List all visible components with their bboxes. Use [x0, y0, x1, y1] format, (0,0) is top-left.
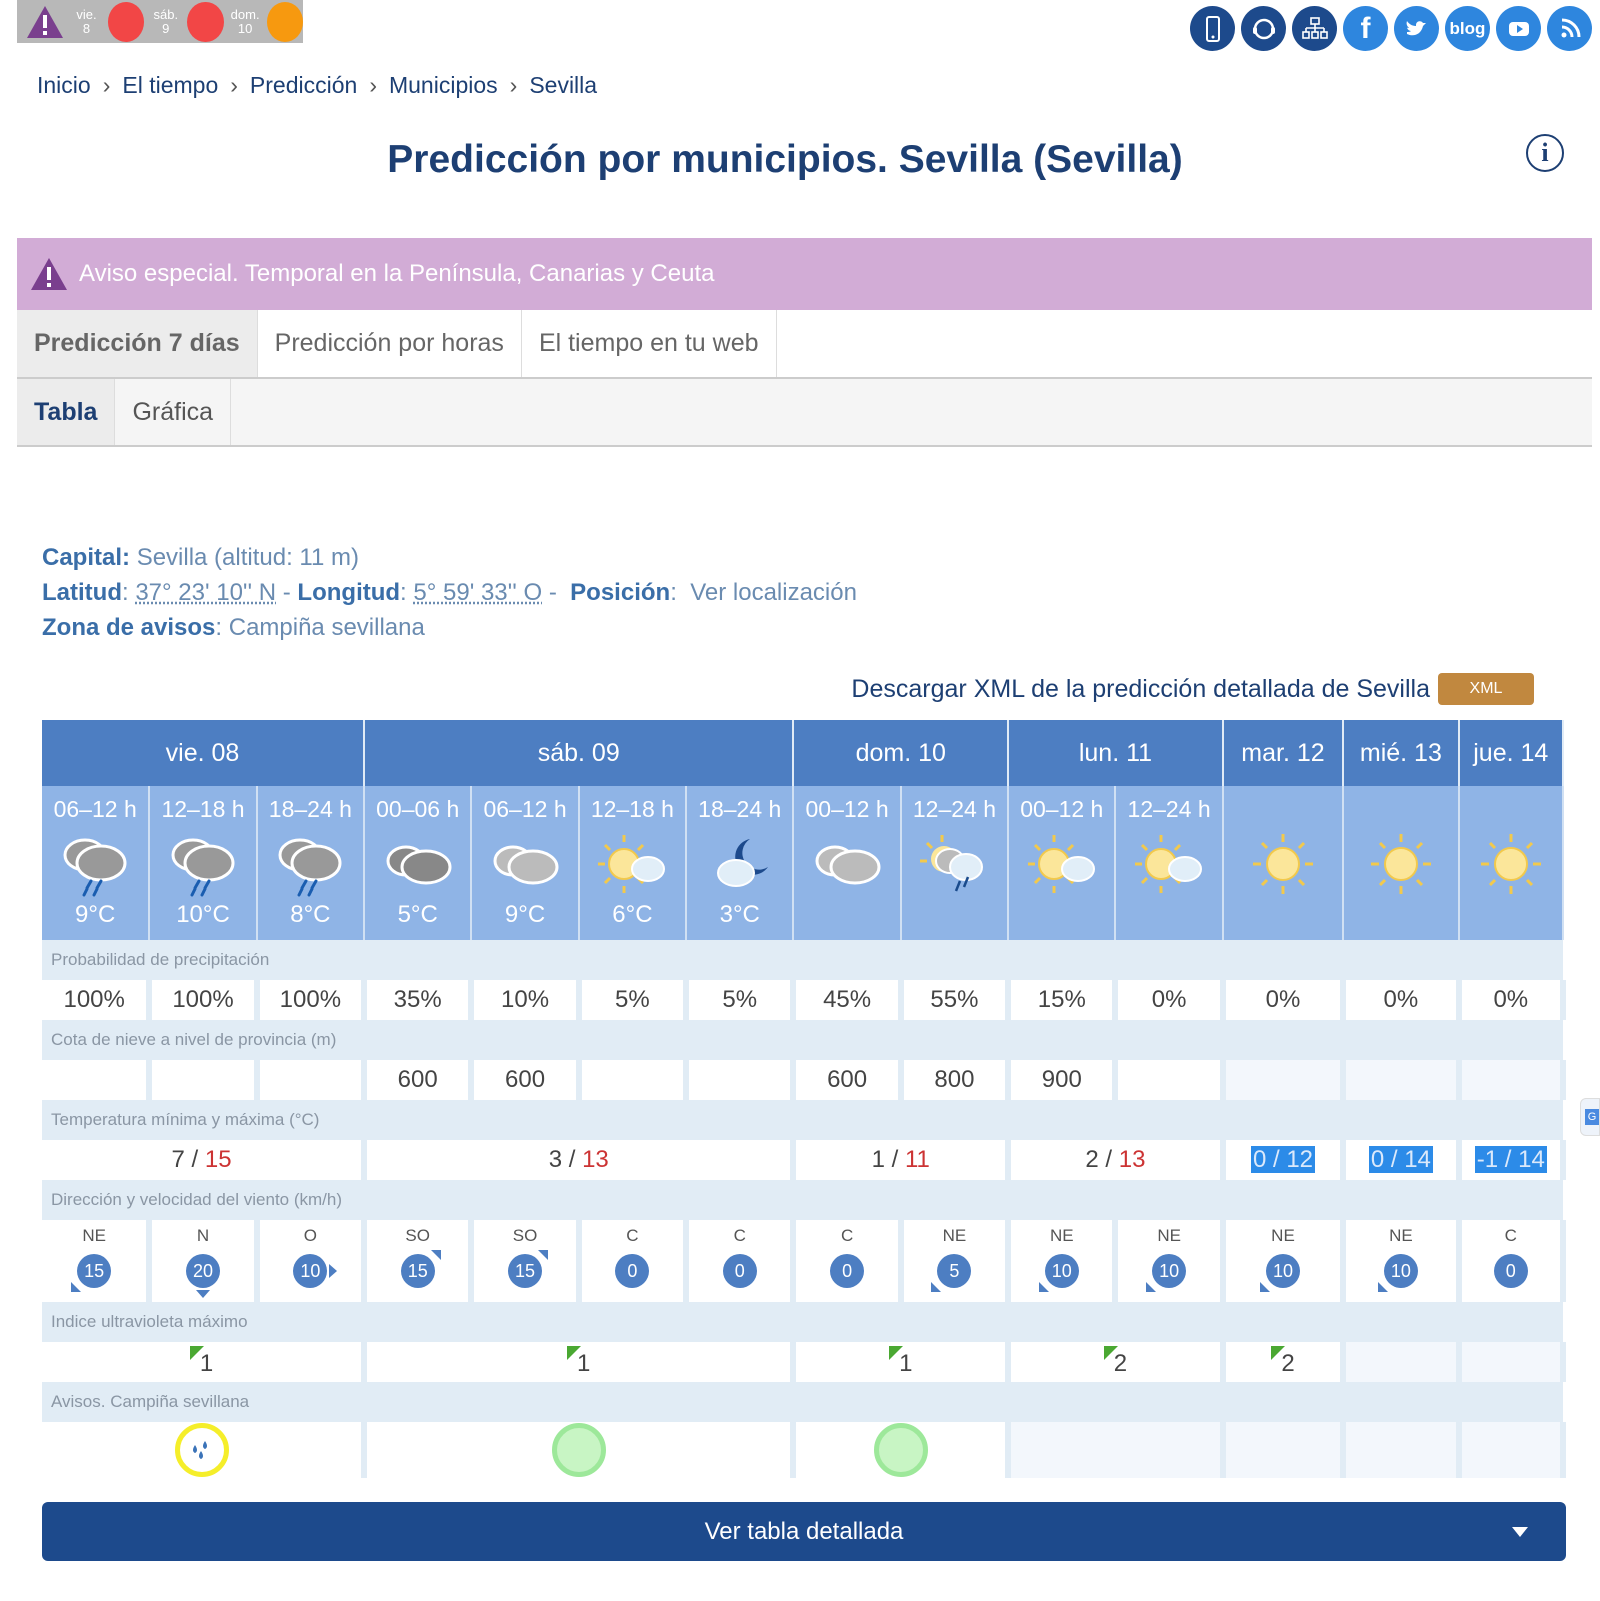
- wind-cell: [471, 1220, 578, 1302]
- wind-speed-badge: [615, 1254, 649, 1288]
- period-cell: [42, 786, 149, 940]
- sun-cloud-weather-icon: [580, 826, 685, 901]
- xml-download-text[interactable]: Descargar XML de la predicción detallada de Sevilla: [851, 674, 1430, 703]
- period-cell: [1115, 786, 1222, 940]
- wind-speed: 10: [1272, 1261, 1293, 1281]
- wind-direction: O: [303, 1226, 317, 1245]
- temp-range: [1251, 1146, 1315, 1173]
- precip-cell: 100%: [257, 980, 364, 1020]
- day-header: jue. 14: [1459, 720, 1563, 786]
- wind-arrow-icon: [1260, 1282, 1270, 1292]
- period-temp: 8°C: [290, 901, 331, 928]
- wind-speed-badge: [1494, 1254, 1528, 1288]
- wind-direction: NE: [1271, 1226, 1295, 1245]
- day-header: mar. 12: [1223, 720, 1343, 786]
- wind-speed: 10: [1051, 1261, 1072, 1281]
- precip-cell: 100%: [42, 980, 149, 1020]
- cloudy-weather-icon: [472, 826, 577, 901]
- wind-speed: 0: [1505, 1261, 1516, 1281]
- wind-arrow-icon: [431, 1250, 441, 1260]
- wind-arrow-icon: [1146, 1282, 1156, 1292]
- wind-speed: 5: [949, 1261, 960, 1281]
- uv-flag-icon: [190, 1346, 204, 1360]
- wind-cell: [1459, 1220, 1563, 1302]
- rss-icon[interactable]: [1547, 6, 1592, 51]
- wind-speed: 20: [193, 1261, 214, 1281]
- temp-min: 0: [1370, 1146, 1385, 1173]
- warning-level-red-icon: [108, 2, 144, 42]
- period-cell: [793, 786, 900, 940]
- avisos-label: Avisos. Campiña sevillana: [42, 1382, 1563, 1422]
- warning-day-sat: sáb. 9: [153, 6, 179, 36]
- temp-separator: /: [562, 1146, 583, 1173]
- view-tabs: [17, 379, 1592, 447]
- wind-arrow-icon: [1039, 1282, 1049, 1292]
- period-label: [1460, 796, 1562, 826]
- temp-range-cell: [1459, 1140, 1563, 1180]
- uv-index: [190, 1346, 213, 1378]
- warning-triangle-icon: [29, 256, 69, 292]
- wind-arrow-icon: [329, 1264, 337, 1278]
- period-label: 18–24 h: [698, 796, 782, 822]
- wind-cell: [42, 1220, 149, 1302]
- row-label: [42, 1382, 1563, 1422]
- wind-speed: 15: [407, 1261, 428, 1281]
- special-notice-text: Aviso especial. Temporal en la Península, Canarias y Ceuta: [79, 260, 715, 287]
- uv-cell: [793, 1342, 1008, 1382]
- uv-value: 1: [199, 1350, 214, 1377]
- precip-cell: 55%: [901, 980, 1008, 1020]
- wind-speed-badge: [830, 1254, 864, 1288]
- wind-speed-badge: [1266, 1254, 1300, 1288]
- uv-cell: [364, 1342, 793, 1382]
- wind-cell: [579, 1220, 686, 1302]
- uv-flag-icon: [1271, 1346, 1285, 1360]
- temp-separator: /: [884, 1146, 905, 1173]
- wind-direction: C: [626, 1226, 639, 1245]
- uv-index: [889, 1346, 912, 1378]
- uv-cell: [1008, 1342, 1223, 1382]
- uv-flag-icon: [567, 1346, 581, 1360]
- wind-direction: C: [733, 1226, 746, 1245]
- uv-value: 1: [577, 1350, 591, 1377]
- precip-cell: 45%: [793, 980, 900, 1020]
- breadcrumb-sevilla: Sevilla: [529, 72, 598, 98]
- day-header-row: [42, 720, 1563, 786]
- precip-cell: 15%: [1008, 980, 1115, 1020]
- moon-cloud-weather-icon: [687, 826, 792, 901]
- wind-speed-badge: [508, 1254, 542, 1288]
- wind-direction: SO: [405, 1226, 430, 1245]
- wind-speed: 15: [515, 1261, 536, 1281]
- precip-cell: 100%: [149, 980, 256, 1020]
- uv-index: [1104, 1346, 1127, 1378]
- wind-direction: NE: [1389, 1226, 1413, 1245]
- latitude-label: Latitud: [42, 579, 122, 606]
- period-cell: [1459, 786, 1563, 940]
- snow-label: Cota de nieve a nivel de provincia (m): [42, 1020, 1563, 1060]
- wind-direction: N: [196, 1226, 210, 1245]
- temp-range: [1085, 1146, 1145, 1173]
- wind-cell: [793, 1220, 900, 1302]
- uv-value: 1: [899, 1350, 913, 1377]
- wind-speed-badge: [937, 1254, 971, 1288]
- wind-direction: C: [840, 1226, 854, 1245]
- wind-direction: NE: [1049, 1226, 1074, 1245]
- breadcrumb-el-tiempo[interactable]: El tiempo: [122, 72, 219, 98]
- wind-speed: 10: [1390, 1261, 1411, 1281]
- warning-level-red-icon: [187, 2, 223, 42]
- uv-index: [1271, 1346, 1294, 1378]
- uv-value: 2: [1281, 1350, 1295, 1377]
- aviso-cell[interactable]: [42, 1422, 364, 1478]
- warning-day-fri: vie. 8: [76, 6, 97, 36]
- wind-speed-badge: [1384, 1254, 1418, 1288]
- tab-tabla[interactable]: Tabla: [17, 379, 115, 445]
- period-label: [1344, 796, 1457, 826]
- warning-triangle-icon: [25, 4, 65, 40]
- snow-cell: [1459, 1060, 1563, 1100]
- wind-cell: [364, 1220, 471, 1302]
- temp-separator: /: [1098, 1146, 1119, 1173]
- period-cell: [901, 786, 1008, 940]
- snow-cell: 900: [1008, 1060, 1115, 1100]
- day-header: mié. 13: [1343, 720, 1458, 786]
- wind-cell: [1008, 1220, 1115, 1302]
- precip-cell: 0%: [1343, 980, 1458, 1020]
- precip-cell: 0%: [1115, 980, 1222, 1020]
- wind-cell: [686, 1220, 793, 1302]
- uv-flag-icon: [1104, 1346, 1118, 1360]
- warning-summary-bar[interactable]: [17, 0, 303, 43]
- detail-button-label: Ver tabla detallada: [704, 1517, 904, 1545]
- headset-icon[interactable]: [1241, 6, 1286, 51]
- wind-arrow-icon: [1378, 1282, 1388, 1292]
- period-row: [42, 786, 1563, 940]
- wind-cell: [901, 1220, 1008, 1302]
- snow-cell: [1115, 1060, 1222, 1100]
- wind-speed: 15: [84, 1261, 105, 1281]
- breadcrumb: [37, 72, 597, 99]
- sun-cloud-weather-icon: [1009, 826, 1114, 901]
- rain-weather-icon: [150, 826, 255, 901]
- ver-tabla-detallada-button[interactable]: [42, 1502, 1566, 1561]
- temp-range: [1475, 1146, 1547, 1173]
- xml-download: [851, 673, 1534, 705]
- wind-speed-badge: [1045, 1254, 1079, 1288]
- snow-cell: [686, 1060, 793, 1100]
- warning-level-orange-icon: [267, 2, 303, 42]
- info-icon[interactable]: i: [1526, 134, 1564, 172]
- temp-range-cell: [1223, 1140, 1343, 1180]
- uv-label: Indice ultravioleta máximo: [42, 1302, 1563, 1342]
- wind-arrow-icon: [931, 1282, 941, 1292]
- snow-cell: [1223, 1060, 1343, 1100]
- uv-cell: [42, 1342, 364, 1382]
- period-cell: [257, 786, 364, 940]
- youtube-icon[interactable]: [1496, 6, 1541, 51]
- wind-direction: C: [1504, 1226, 1517, 1245]
- wind-speed-badge: [77, 1254, 111, 1288]
- wind-cell: [149, 1220, 256, 1302]
- precip-cell: 10%: [471, 980, 578, 1020]
- temp-label: Temperatura mínima y máxima (°C): [42, 1100, 1563, 1140]
- period-temp: 9°C: [504, 901, 546, 928]
- period-label: 00–12 h: [805, 796, 889, 822]
- wind-speed-badge: [401, 1254, 435, 1288]
- wind-arrow-icon: [538, 1250, 548, 1260]
- temp-separator: /: [1498, 1146, 1519, 1173]
- position-label: Posición: [570, 579, 671, 606]
- temp-range: [872, 1146, 930, 1173]
- uv-value: 2: [1113, 1350, 1128, 1377]
- wind-direction: NE: [1157, 1226, 1181, 1245]
- temp-separator: /: [184, 1146, 205, 1173]
- breadcrumb-separator: ›: [102, 72, 111, 98]
- period-temp: 10°C: [176, 901, 230, 928]
- period-cell: [686, 786, 793, 940]
- wind-arrow-icon: [71, 1282, 81, 1292]
- blog-icon[interactable]: blog: [1445, 6, 1490, 51]
- wind-direction: SO: [512, 1226, 538, 1245]
- location-info: Capital: Sevilla (altitud: 11 m) Latitud: 37° 23' 10'' N - Longitud: 5° 59' 33'' O - Posición: Ver localización Zona de avisos: Campiña sevillana: [42, 544, 857, 641]
- temp-range: [1369, 1146, 1433, 1173]
- rain-warning-yellow-icon[interactable]: [175, 1423, 229, 1477]
- no-warning-green-icon[interactable]: [874, 1423, 928, 1477]
- wind-speed: 0: [842, 1261, 853, 1281]
- uv-flag-icon: [889, 1346, 903, 1360]
- no-warning-green-icon[interactable]: [552, 1423, 606, 1477]
- temp-min: 3: [548, 1146, 563, 1173]
- uv-cell: [1223, 1342, 1343, 1382]
- temp-range-cell: [1008, 1140, 1223, 1180]
- precip-cell: 5%: [579, 980, 686, 1020]
- tab-grafica[interactable]: Gráfica: [115, 379, 231, 445]
- breadcrumb-prediccion[interactable]: Predicción: [249, 72, 358, 98]
- uv-row: [42, 1342, 1563, 1382]
- aviso-cell: [1459, 1422, 1563, 1478]
- precip-label: Probabilidad de precipitación: [42, 940, 1563, 980]
- wind-speed-badge: [293, 1254, 327, 1288]
- row-label: [42, 1100, 1563, 1140]
- social-links: [1190, 6, 1592, 51]
- row-label: [42, 1180, 1563, 1220]
- temp-max: 11: [904, 1146, 930, 1173]
- sun-cloud-weather-icon: [1116, 826, 1221, 901]
- warning-day-sun: dom. 10: [230, 6, 260, 36]
- longitude-value: 5° 59' 33'' O: [413, 579, 543, 606]
- tab-el-tiempo-en-tu-web[interactable]: El tiempo en tu web: [522, 310, 777, 377]
- period-temp: 5°C: [397, 901, 438, 928]
- sun-weather-icon: [1460, 826, 1562, 901]
- aviso-cell: [1343, 1422, 1458, 1478]
- ver-localizacion-link[interactable]: Ver localización: [690, 579, 857, 606]
- temp-range-cell: [364, 1140, 793, 1180]
- tab-prediccion-7-dias[interactable]: Predicción 7 días: [17, 310, 258, 377]
- breadcrumb-separator: ›: [509, 72, 518, 98]
- period-label: 06–12 h: [53, 796, 137, 822]
- temp-min: -1: [1476, 1146, 1499, 1173]
- day-header: vie. 08: [42, 720, 364, 786]
- aviso-cell[interactable]: [364, 1422, 793, 1478]
- zona-avisos-value: Campiña sevillana: [228, 614, 425, 641]
- period-label: 00–06 h: [376, 796, 460, 822]
- sun-cloud-rain-weather-icon: [902, 826, 1007, 901]
- breadcrumb-separator: ›: [230, 72, 238, 98]
- period-temp: 6°C: [612, 901, 653, 928]
- aviso-cell: [1008, 1422, 1223, 1478]
- temp-min: 1: [871, 1146, 885, 1173]
- temp-max: 15: [204, 1146, 232, 1173]
- aviso-cell[interactable]: [793, 1422, 1008, 1478]
- temp-min: 2: [1085, 1146, 1099, 1173]
- capital-label: Capital:: [42, 544, 131, 571]
- temp-min: 7: [171, 1146, 185, 1173]
- period-label: 12–24 h: [912, 796, 996, 822]
- wind-speed: 0: [627, 1261, 638, 1281]
- wind-cell: [1343, 1220, 1458, 1302]
- wind-direction: NE: [942, 1226, 967, 1245]
- mobile-icon[interactable]: [1190, 6, 1235, 51]
- temp-range: [171, 1146, 231, 1173]
- period-cell: [149, 786, 256, 940]
- caret-down-icon: [1512, 1527, 1528, 1537]
- row-label: [42, 1020, 1563, 1060]
- wind-speed: 10: [300, 1261, 321, 1281]
- uv-index: [567, 1346, 590, 1378]
- latitude-value: 37° 23' 10'' N: [135, 579, 277, 606]
- row-label: [42, 1302, 1563, 1342]
- wind-speed-badge: [723, 1254, 757, 1288]
- period-label: 06–12 h: [483, 796, 567, 822]
- precip-row: [42, 980, 1563, 1020]
- sun-weather-icon: [1224, 826, 1342, 901]
- snow-cell: [1343, 1060, 1458, 1100]
- period-label: 00–12 h: [1020, 796, 1104, 822]
- day-header: sáb. 09: [364, 720, 793, 786]
- period-cell: [471, 786, 578, 940]
- uv-cell: [1343, 1342, 1458, 1382]
- facebook-icon[interactable]: f: [1343, 6, 1388, 51]
- breadcrumb-municipios[interactable]: Municipios: [388, 72, 498, 98]
- tab-prediccion-por-horas[interactable]: Predicción por horas: [258, 310, 522, 377]
- uv-cell: [1459, 1342, 1563, 1382]
- twitter-icon[interactable]: [1394, 6, 1439, 51]
- period-label: 12–18 h: [161, 796, 245, 822]
- temp-max: 12: [1286, 1146, 1314, 1173]
- snow-cell: [149, 1060, 256, 1100]
- wind-cell: [1115, 1220, 1222, 1302]
- rain-weather-icon: [42, 826, 148, 901]
- temp-max: 14: [1404, 1146, 1431, 1173]
- aviso-cell: [1223, 1422, 1343, 1478]
- period-cell: [1343, 786, 1458, 940]
- temp-range-cell: [793, 1140, 1008, 1180]
- precip-cell: 35%: [364, 980, 471, 1020]
- breadcrumb-separator: ›: [369, 72, 377, 98]
- period-cell: [579, 786, 686, 940]
- wind-speed-badge: [1152, 1254, 1186, 1288]
- temp-range-cell: [42, 1140, 364, 1180]
- temp-row: [42, 1140, 1563, 1180]
- temp-range: [549, 1146, 609, 1173]
- rain-weather-icon: [258, 826, 363, 901]
- period-label: 18–24 h: [268, 796, 352, 822]
- snow-cell: 800: [901, 1060, 1008, 1100]
- wind-direction: NE: [82, 1226, 106, 1245]
- precip-cell: 5%: [686, 980, 793, 1020]
- cloudy-weather-icon: [794, 826, 899, 901]
- wind-speed: 10: [1159, 1261, 1180, 1281]
- period-cell: [364, 786, 471, 940]
- snow-row: [42, 1060, 1563, 1100]
- temp-max: 13: [582, 1146, 609, 1173]
- wind-speed-badge: [186, 1254, 220, 1288]
- period-label: [1224, 796, 1342, 826]
- capital-value: Sevilla (altitud: 11 m): [136, 544, 359, 571]
- temp-range-cell: [1343, 1140, 1458, 1180]
- xml-button[interactable]: XML: [1438, 673, 1534, 705]
- day-header: lun. 11: [1008, 720, 1223, 786]
- period-label: 12–24 h: [1127, 796, 1211, 822]
- wind-speed: 0: [734, 1261, 745, 1281]
- temp-min: 0: [1252, 1146, 1267, 1173]
- temp-max: 14: [1518, 1146, 1545, 1173]
- longitude-label: Longitud: [297, 579, 401, 606]
- google-translate-badge[interactable]: G: [1580, 1098, 1600, 1136]
- period-temp: 9°C: [75, 901, 116, 928]
- breadcrumb-inicio[interactable]: Inicio: [37, 72, 91, 98]
- temp-separator: /: [1266, 1146, 1287, 1173]
- main-tabs: [17, 310, 1592, 379]
- cloudy-dark-weather-icon: [365, 826, 470, 901]
- temp-separator: /: [1384, 1146, 1405, 1173]
- zona-avisos-label: Zona de avisos: [42, 614, 216, 641]
- snow-cell: 600: [471, 1060, 578, 1100]
- wind-cell: [1223, 1220, 1343, 1302]
- special-notice-banner[interactable]: [17, 238, 1592, 310]
- period-temp: 3°C: [719, 901, 760, 928]
- page-title: Predicción por municipios. Sevilla (Sevilla): [387, 138, 1183, 181]
- sitemap-icon[interactable]: [1292, 6, 1337, 51]
- wind-arrow-icon: [196, 1290, 210, 1298]
- snow-cell: 600: [364, 1060, 471, 1100]
- temp-max: 13: [1118, 1146, 1146, 1173]
- precip-cell: 0%: [1459, 980, 1563, 1020]
- avisos-row: [42, 1422, 1563, 1478]
- day-header: dom. 10: [793, 720, 1008, 786]
- period-cell: [1223, 786, 1343, 940]
- forecast-table: [42, 720, 1566, 1478]
- snow-cell: 600: [793, 1060, 900, 1100]
- wind-label: Dirección y velocidad del viento (km/h): [42, 1180, 1563, 1220]
- period-cell: [1008, 786, 1115, 940]
- snow-cell: [579, 1060, 686, 1100]
- snow-cell: [257, 1060, 364, 1100]
- precip-cell: 0%: [1223, 980, 1343, 1020]
- snow-cell: [42, 1060, 149, 1100]
- wind-row: [42, 1220, 1563, 1302]
- row-label: [42, 940, 1563, 980]
- period-label: 12–18 h: [590, 796, 674, 822]
- sun-weather-icon: [1344, 826, 1457, 901]
- wind-cell: [257, 1220, 364, 1302]
